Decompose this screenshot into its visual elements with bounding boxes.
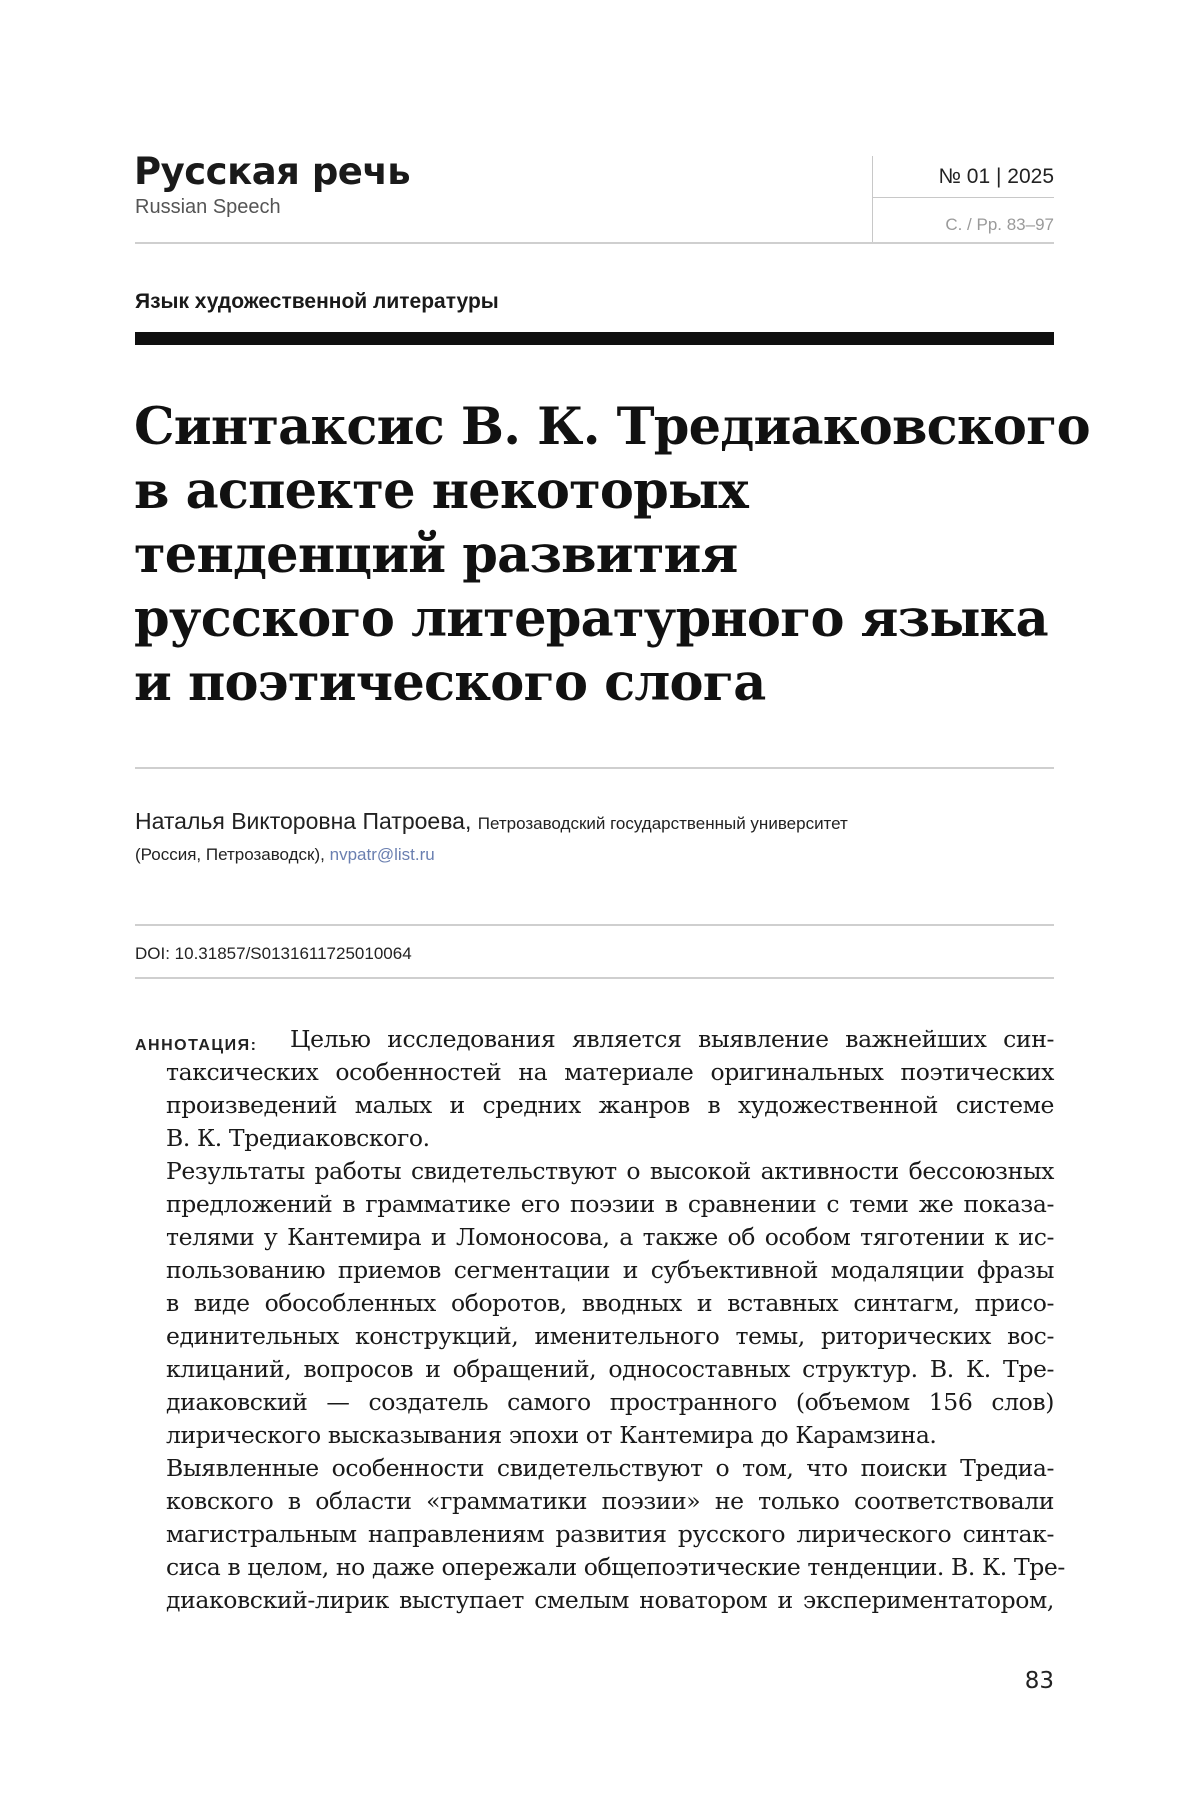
doi-rule bbox=[135, 977, 1054, 979]
abstract-line: клицаний, вопросов и обращений, односоставных структур. В. К. Тре- bbox=[166, 1355, 1054, 1383]
abstract-line: Целью исследования является выявление важнейших син- bbox=[290, 1025, 1054, 1053]
section-label: Язык художественной литературы bbox=[135, 290, 499, 313]
author-name: Наталья Викторовна Патроева bbox=[135, 808, 465, 834]
abstract-line: ковского в области «грамматики поэзии» не только соответствовали bbox=[166, 1487, 1054, 1515]
header-divider-inner bbox=[873, 197, 1054, 198]
section-rule bbox=[135, 332, 1054, 345]
abstract-line: телями у Кантемира и Ломоносова, а также об особом тяготении к ис- bbox=[166, 1223, 1054, 1251]
journal-subtitle: Russian Speech bbox=[135, 196, 281, 218]
page-number: 83 bbox=[1024, 1668, 1054, 1694]
author-affiliation: Петрозаводский государственный университет bbox=[477, 814, 848, 833]
author-rule bbox=[135, 924, 1054, 926]
abstract-line: В. К. Тредиаковского. bbox=[166, 1124, 430, 1152]
issue-number: № 01 | 2025 bbox=[938, 165, 1054, 188]
abstract-line: предложений в грамматике его поэзии в сравнении с теми же показа- bbox=[166, 1190, 1054, 1218]
abstract-line: в виде обособленных оборотов, вводных и вставных синтагм, присо- bbox=[166, 1289, 1054, 1317]
abstract-line: лирического высказывания эпохи от Кантемира до Карамзина. bbox=[166, 1421, 937, 1449]
abstract-line: таксических особенностей на материале оригинальных поэтических bbox=[166, 1058, 1054, 1086]
title-line: Синтаксис В. К. Тредиаковского bbox=[134, 397, 1090, 457]
page-range: С. / Pp. 83–97 bbox=[945, 215, 1054, 234]
abstract-line: диаковский — создатель самого пространного (объемом 156 слов) bbox=[166, 1388, 1054, 1416]
abstract-line: Результаты работы свидетельствуют о высокой активности бессоюзных bbox=[166, 1157, 1054, 1185]
title-line: тенденций развития bbox=[134, 525, 738, 585]
title-line: в аспекте некоторых bbox=[134, 461, 748, 521]
author-email-link[interactable]: nvpatr@list.ru bbox=[329, 845, 435, 864]
author-location-line bbox=[135, 845, 435, 865]
author-line: Наталья Викторовна Патроева, Петрозаводский государственный университет bbox=[135, 808, 848, 834]
journal-title: Русская речь bbox=[134, 150, 411, 193]
abstract-line: произведений малых и средних жанров в художественной системе bbox=[166, 1091, 1054, 1119]
title-rule bbox=[135, 767, 1054, 769]
article-title bbox=[134, 395, 1090, 715]
title-line: русского литературного языка bbox=[134, 589, 1048, 649]
header-divider-vertical bbox=[872, 156, 873, 242]
doi[interactable]: DOI: 10.31857/S0131611725010064 bbox=[135, 944, 412, 963]
abstract-line: Выявленные особенности свидетельствуют о том, что поиски Тредиа- bbox=[166, 1454, 1054, 1482]
abstract-line: единительных конструкций, именительного темы, риторических вос- bbox=[166, 1322, 1054, 1350]
abstract-label: АННОТАЦИЯ: bbox=[135, 1037, 258, 1054]
abstract-line: пользованию приемов сегментации и субъективной модаляции фразы bbox=[166, 1256, 1054, 1284]
author-location: (Россия, Петрозаводск), bbox=[135, 845, 325, 864]
header-rule bbox=[135, 242, 1054, 244]
title-line: и поэтического слога bbox=[134, 653, 766, 713]
abstract-line: сиса в целом, но даже опережали общепоэтические тенденции. В. К. Тре- bbox=[166, 1553, 1065, 1581]
abstract-line: магистральным направлениям развития русского лирического синтак- bbox=[166, 1520, 1054, 1548]
abstract-line: диаковский-лирик выступает смелым новатором и экспериментатором, bbox=[166, 1586, 1054, 1614]
